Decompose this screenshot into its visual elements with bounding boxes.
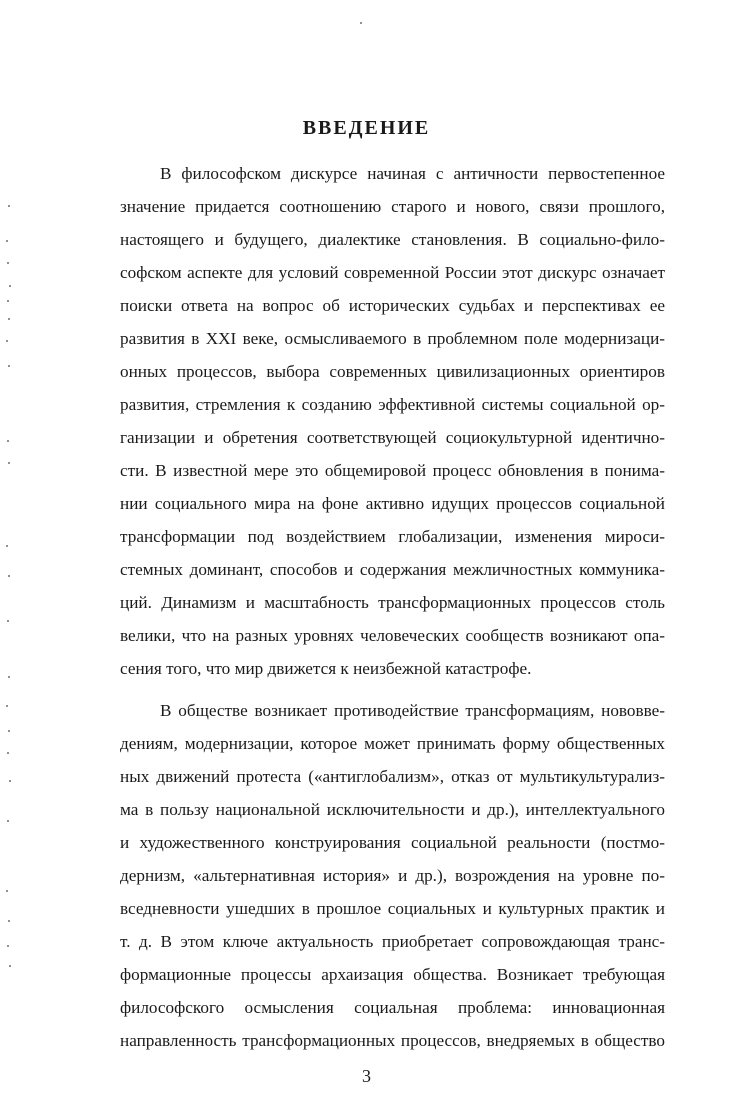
text-line: трансформации под воздействием глобализации, изменения мироси- [120,527,665,546]
text-line: поиски ответа на вопрос об исторических судьбах и перспективах ее [120,296,665,315]
text-line: В обществе возникает противодействие трансформациям, нововве- [160,701,665,720]
text-line: т. д. В этом ключе актуальность приобретает сопровождающая транс- [120,932,665,951]
text-line: нии социального мира на фоне активно идущих процессов социальной [120,494,665,513]
text-line: развития, стремления к созданию эффективной системы социальной ор- [120,395,665,414]
text-line: стемных доминант, способов и содержания межличностных коммуника- [120,560,665,579]
text-line: направленность трансформационных процессов, внедряемых в общество [120,1031,665,1050]
text-line: сти. В известной мере это общемировой процесс обновления в понима- [120,461,665,480]
text-line: ных движений протеста («антиглобализм», отказ от мультикультурализ- [120,767,665,786]
text-line: и художественного конструирования социальной реальности (постмо- [120,833,665,852]
text-line: ганизации и обретения соответствующей социокультурной идентично- [120,428,665,447]
text-line: ций. Динамизм и масштабность трансформационных процессов столь [120,593,665,612]
text-line: софском аспекте для условий современной России этот дискурс означает [120,263,665,282]
text-line: настоящего и будущего, диалектике становления. В социально-фило- [120,230,665,249]
text-line: ма в пользу национальной исключительности и др.), интеллектуального [120,800,665,819]
text-line: развития в XXI веке, осмысливаемого в проблемном поле модернизаци- [120,329,665,348]
text-line: дениям, модернизации, которое может принимать форму общественных [120,734,665,753]
text-line: вседневности ушедших в прошлое социальных и культурных практик и [120,899,665,918]
text-line: философского осмысления социальная проблема: инновационная [120,998,665,1017]
text-line: В философском дискурсе начиная с античности первостепенное [160,164,665,183]
page-number: 3 [362,1066,371,1086]
text-line: дернизм, «альтернативная история» и др.), возрождения на уровне по- [120,866,665,885]
text-line: онных процессов, выбора современных цивилизационных ориентиров [120,362,665,381]
text-line: формационные процессы архаизация общества. Возникает требующая [120,965,665,984]
page-title: ВВЕДЕНИЕ [302,117,431,139]
text-line: сения того, что мир движется к неизбежной катастрофе. [120,659,532,678]
text-line: значение придается соотношению старого и нового, связи прошлого, [120,197,665,216]
text-line: велики, что на разных уровнях человеческих сообществ возникают опа- [120,626,665,645]
